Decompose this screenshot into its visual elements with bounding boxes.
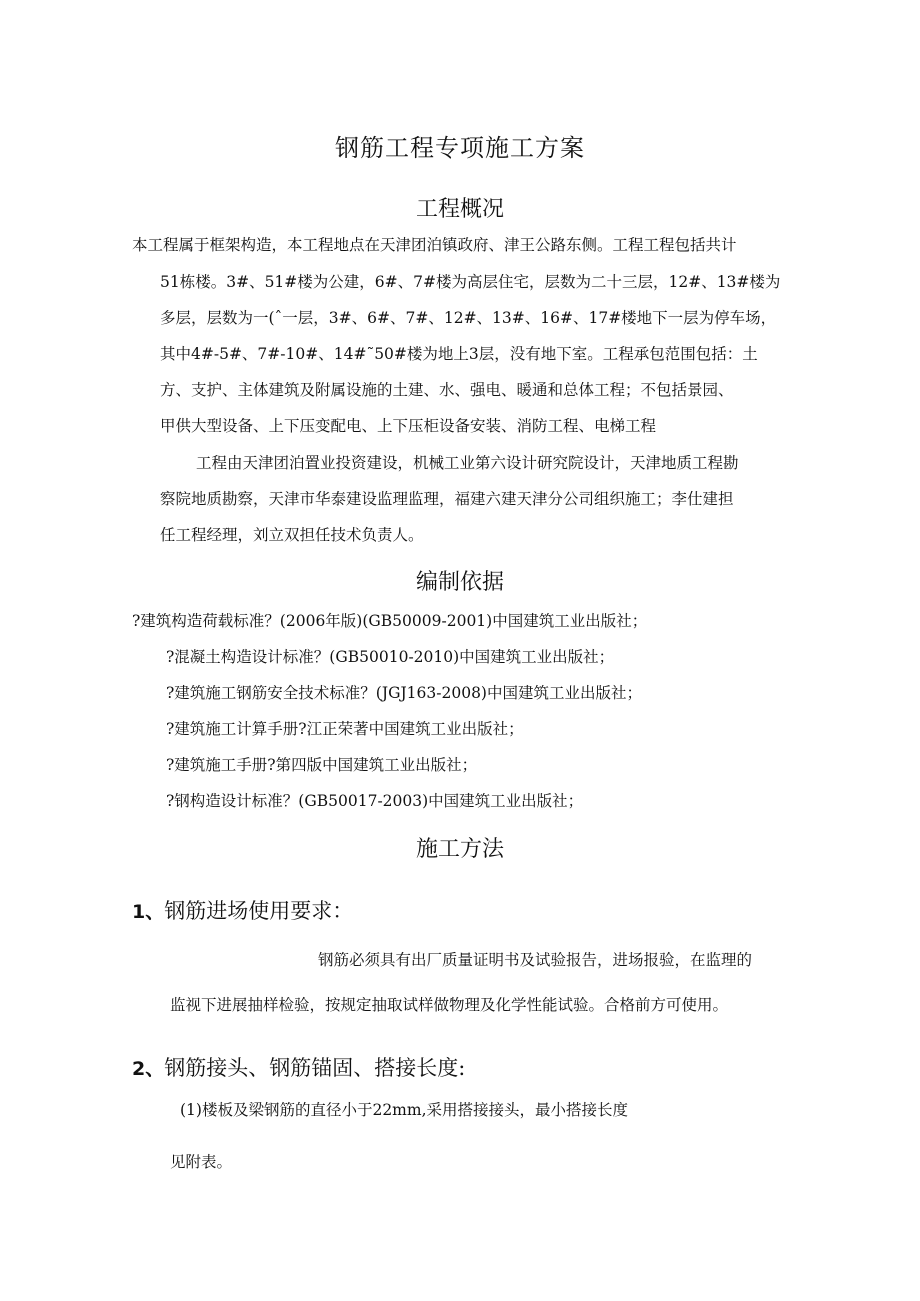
overview-line-1: 本工程属于框架构造，本工程地点在天津团泊镇政府、津王公路东侧。工程工程包括共计 — [132, 236, 737, 254]
overview-heading: 工程概况 — [415, 197, 504, 222]
overview-line-2: 51栋楼。3#、51#楼为公建，6#、7#楼为高层住宅，层数为二十三层，12#、13#楼为 — [160, 273, 781, 291]
basis-heading: 编制依据 — [415, 570, 504, 595]
basis-item-3: ?建筑施工钢筋安全技术标准？(JGJ163-2008)中国建筑工业出版社； — [166, 684, 642, 702]
overview-line-6: 甲供大型设备、上下压变配电、上下压柜设备安装、消防工程、电梯工程 — [160, 417, 657, 435]
section2-number: 2、 — [132, 1058, 165, 1080]
overview-line-4: 其中4#-5#、7#-10#、14#˜50#楼为地上3层，没有地下室。工程承包范围包括：土 — [160, 345, 758, 363]
overview-line-5: 方、支护、主体建筑及附属设施的土建、水、强电、暖通和总体工程；不包括景园、 — [160, 381, 734, 399]
basis-item-2: ?混凝土构造设计标准？(GB50010-2010)中国建筑工业出版社； — [166, 648, 615, 666]
overview-para2-line-1: 工程由天津团泊置业投资建设，机械工业第六设计研究院设计，天津地质工程勘 — [196, 454, 739, 472]
section2-line-1: (1)楼板及梁钢筋的直径小于22mm,采用搭接接头，最小搭接长度 — [180, 1101, 629, 1119]
overview-para2-line-3: 任工程经理，刘立双担任技术负责人。 — [160, 526, 424, 544]
overview-para2-line-2: 察院地质勘察，天津市华泰建设监理监理，福建六建天津分公司组织施工；李仕建担 — [160, 490, 734, 508]
basis-item-4: ?建筑施工计算手册?江正荣著中国建筑工业出版社； — [166, 720, 524, 738]
section1-line-2: 监视下进展抽样检验，按规定抽取试样做物理及化学性能试验。合格前方可使用。 — [170, 996, 729, 1014]
document-title: 钢筋工程专项施工方案 — [335, 134, 585, 162]
section1-number: 1、 — [132, 901, 165, 923]
section1-line-1: 钢筋必须具有出厂质量证明书及试验报告，进场报验，在监理的 — [318, 951, 753, 969]
basis-item-1: ?建筑构造荷载标准？(2006年版)(GB50009-2001)中国建筑工业出版社； — [132, 612, 648, 630]
section2-line-2: 见附表。 — [170, 1153, 233, 1171]
overview-line-3: 多层，层数为一(ˆ一层，3#、6#、7#、12#、13#、16#、17#楼地下一层为停车场， — [160, 309, 777, 327]
basis-item-6: ?钢构造设计标准？(GB50017-2003)中国建筑工业出版社； — [166, 792, 584, 810]
section2-heading — [132, 1052, 465, 1085]
section2-title: 钢筋接头、钢筋锚固、搭接长度: — [164, 1056, 466, 1080]
section1-heading — [132, 895, 353, 928]
basis-item-5: ?建筑施工手册?第四版中国建筑工业出版社； — [166, 756, 478, 774]
method-heading: 施工方法 — [415, 837, 504, 862]
section1-title: 钢筋进场使用要求： — [164, 899, 354, 923]
